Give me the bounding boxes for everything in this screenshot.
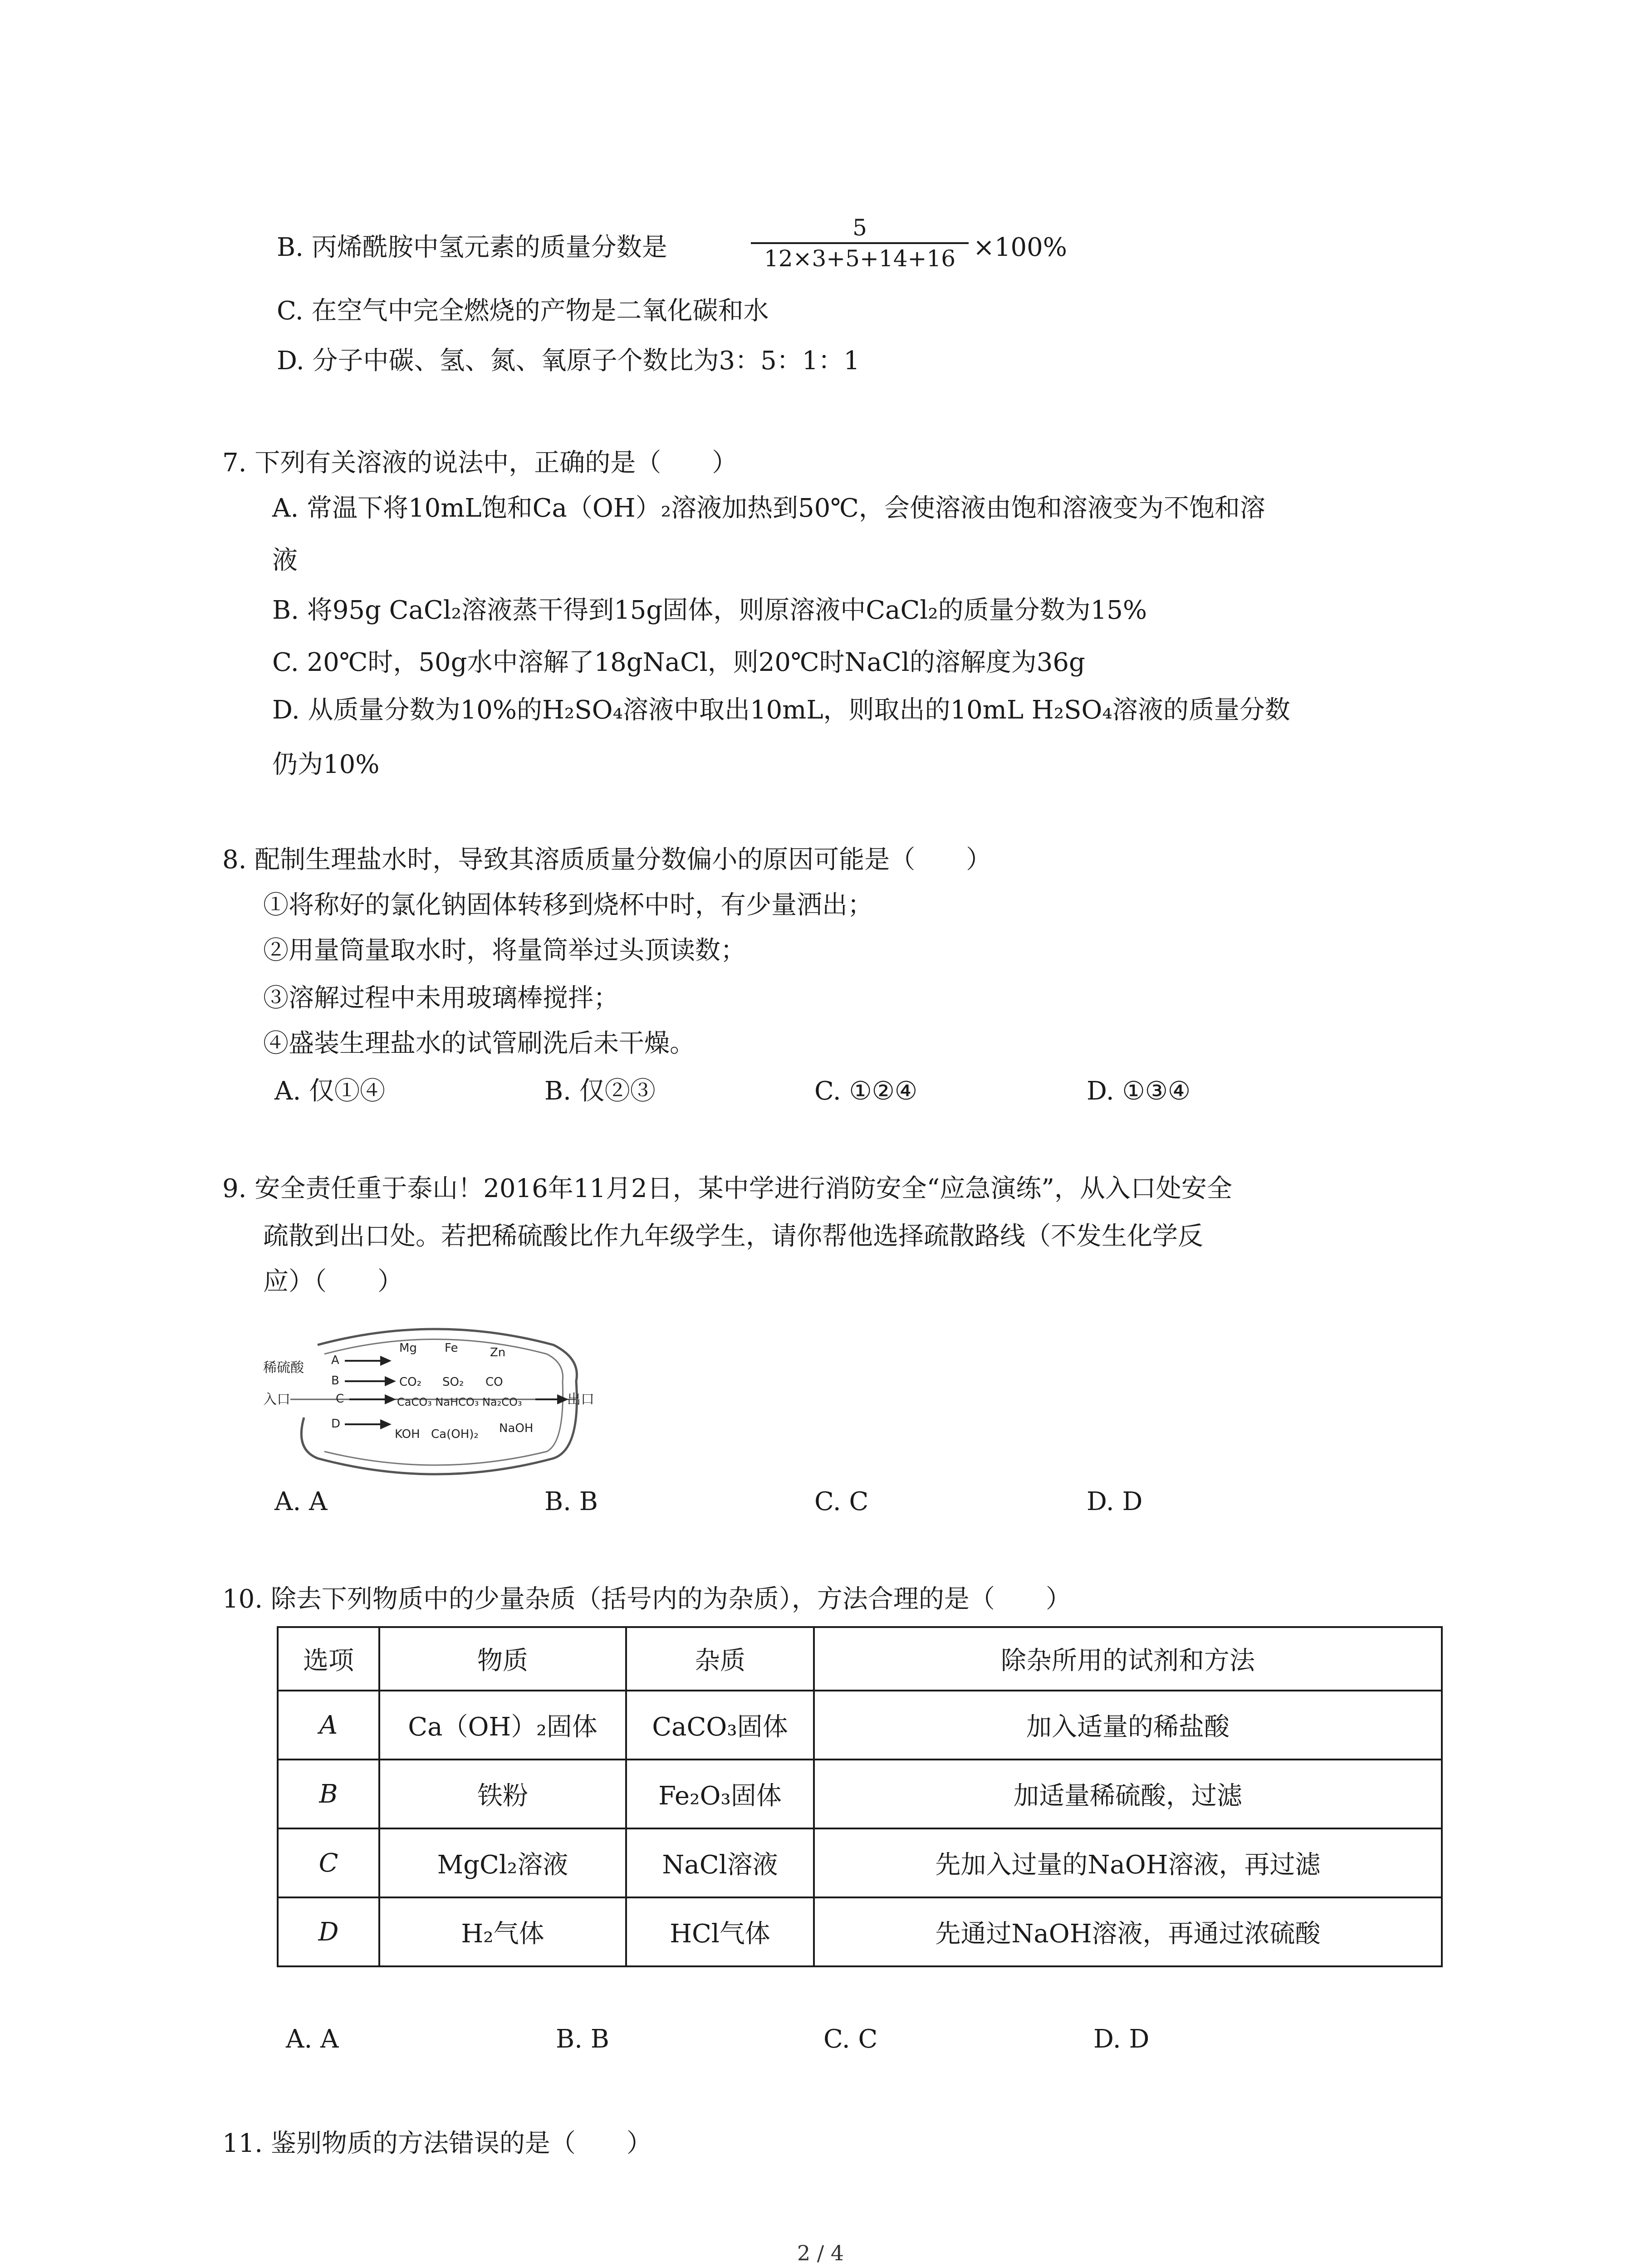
q8-option-a: A. 仅①④ — [274, 1076, 386, 1106]
q9-option-a: A. A — [274, 1487, 328, 1516]
fraction-denominator: 12×3+5+14+16 — [764, 245, 956, 272]
table-row — [278, 1897, 1442, 1966]
table-cell: A — [278, 1691, 379, 1760]
diagram-naoh: NaOH — [499, 1422, 534, 1435]
table-cell: 先加入过量的NaOH溶液，再过滤 — [814, 1828, 1442, 1897]
table-cell: H₂气体 — [379, 1897, 626, 1966]
q9-stem-line1: 9. 安全责任重于泰山！2016年11月2日，某中学进行消防安全“应急演练”，从入口处安全 — [222, 1174, 1232, 1203]
q6-fraction — [751, 213, 969, 273]
q7-option-a-line2: 液 — [272, 546, 298, 575]
q9-option-b: B. B — [544, 1487, 598, 1516]
q7-option-d-line1: D. 从质量分数为10%的H₂SO₄溶液中取出10mL，则取出的10mL H₂SO₄溶液的质量分数 — [272, 695, 1290, 725]
q11-stem: 11. 鉴别物质的方法错误的是（ ） — [222, 2129, 652, 2158]
diagram-route-b: B — [331, 1374, 339, 1388]
table-cell: HCl气体 — [626, 1897, 814, 1966]
table-header: 选项 — [278, 1627, 379, 1691]
q6-option-d: D. 分子中碳、氢、氮、氧原子个数比为3：5：1：1 — [277, 346, 860, 376]
diagram-fe: Fe — [445, 1341, 458, 1355]
q10-option-b: B. B — [556, 2024, 609, 2054]
table-cell: C — [278, 1828, 379, 1897]
q8-stem: 8. 配制生理盐水时，导致其溶质质量分数偏小的原因可能是（ ） — [222, 845, 992, 875]
table-cell: Fe₂O₃固体 — [626, 1760, 814, 1828]
q10-stem: 10. 除去下列物质中的少量杂质（括号内的为杂质），方法合理的是（ ） — [222, 1584, 1071, 1614]
diagram-so2: SO₂ — [442, 1375, 464, 1389]
q9-option-c: C. C — [814, 1487, 869, 1516]
table-cell: 铁粉 — [379, 1760, 626, 1828]
q6-option-b: B. 丙烯酰胺中氢元素的质量分数是 — [277, 233, 667, 262]
table-cell: 加适量稀硫酸，过滤 — [814, 1760, 1442, 1828]
table-row — [278, 1760, 1442, 1828]
q9-stem-line2: 疏散到出口处。若把稀硫酸比作九年级学生，请你帮他选择疏散路线（不发生化学反 — [263, 1222, 1203, 1251]
q7-option-c: C. 20℃时，50g水中溶解了18gNaCl，则20℃时NaCl的溶解度为36g — [272, 648, 1085, 677]
q8-item-1: ①将称好的氯化钠固体转移到烧杯中时，有少量洒出； — [263, 890, 873, 920]
diagram-exit-label: 出口 — [567, 1392, 594, 1408]
diagram-koh: KOH — [395, 1427, 420, 1441]
table-cell: 加入适量的稀盐酸 — [814, 1691, 1442, 1760]
table-cell: Ca（OH）₂固体 — [379, 1691, 626, 1760]
diagram-route-a: A — [331, 1354, 339, 1367]
q7-stem: 7. 下列有关溶液的说法中，正确的是（ ） — [222, 448, 738, 478]
diagram-acid-label: 稀硫酸 — [263, 1360, 304, 1376]
page-number: 2 / 4 — [797, 2241, 844, 2265]
evacuation-route-diagram — [263, 1313, 599, 1486]
table-cell: CaCO₃固体 — [626, 1691, 814, 1760]
diagram-co: CO — [485, 1375, 503, 1389]
q8-item-2: ②用量筒量取水时，将量筒举过头顶读数； — [263, 936, 746, 965]
q6-option-c: C. 在空气中完全燃烧的产物是二氧化碳和水 — [277, 296, 769, 326]
q6-percent: ×100% — [973, 233, 1068, 262]
q8-item-4: ④盛装生理盐水的试管刷洗后未干燥。 — [263, 1029, 695, 1058]
table-cell: D — [278, 1897, 379, 1966]
diagram-route-d: D — [331, 1417, 341, 1431]
table-header: 物质 — [379, 1627, 626, 1691]
q8-option-c: C. ①②④ — [814, 1076, 918, 1106]
table-cell: NaCl溶液 — [626, 1828, 814, 1897]
q10-table — [277, 1626, 1443, 1967]
table-cell: 先通过NaOH溶液，再通过浓硫酸 — [814, 1897, 1442, 1966]
q9-option-d: D. D — [1087, 1487, 1143, 1516]
q8-option-b: B. 仅②③ — [544, 1076, 656, 1106]
q8-item-3: ③溶解过程中未用玻璃棒搅拌； — [263, 983, 619, 1013]
q7-option-a-line1: A. 常温下将10mL饱和Ca（OH）₂溶液加热到50℃，会使溶液由饱和溶液变为不饱和溶 — [272, 494, 1265, 523]
table-header: 除杂所用的试剂和方法 — [814, 1627, 1442, 1691]
table-cell: B — [278, 1760, 379, 1828]
q7-option-d-line2: 仍为10% — [272, 750, 380, 779]
q10-option-d: D. D — [1093, 2024, 1150, 2054]
table-row — [278, 1691, 1442, 1760]
diagram-zn: Zn — [490, 1346, 506, 1359]
q9-stem-line3: 应）（ ） — [263, 1267, 403, 1296]
q10-option-a: A. A — [286, 2024, 339, 2054]
diagram-entrance-label: 入口 — [263, 1392, 290, 1408]
table-cell: MgCl₂溶液 — [379, 1828, 626, 1897]
q7-option-b: B. 将95g CaCl₂溶液蒸干得到15g固体，则原溶液中CaCl₂的质量分数为15% — [272, 596, 1147, 625]
diagram-mg: Mg — [399, 1341, 417, 1355]
q10-option-c: C. C — [823, 2024, 878, 2054]
diagram-caoh2: Ca(OH)₂ — [431, 1427, 479, 1441]
q8-option-d: D. ①③④ — [1087, 1076, 1191, 1106]
table-header: 杂质 — [626, 1627, 814, 1691]
table-row — [278, 1828, 1442, 1897]
diagram-route-c: C — [336, 1392, 344, 1406]
fraction-numerator: 5 — [852, 215, 867, 241]
diagram-co2: CO₂ — [399, 1375, 422, 1389]
table-header-row — [278, 1627, 1442, 1691]
diagram-carbonates: CaCO₃ NaHCO₃ Na₂CO₃ — [397, 1396, 522, 1408]
